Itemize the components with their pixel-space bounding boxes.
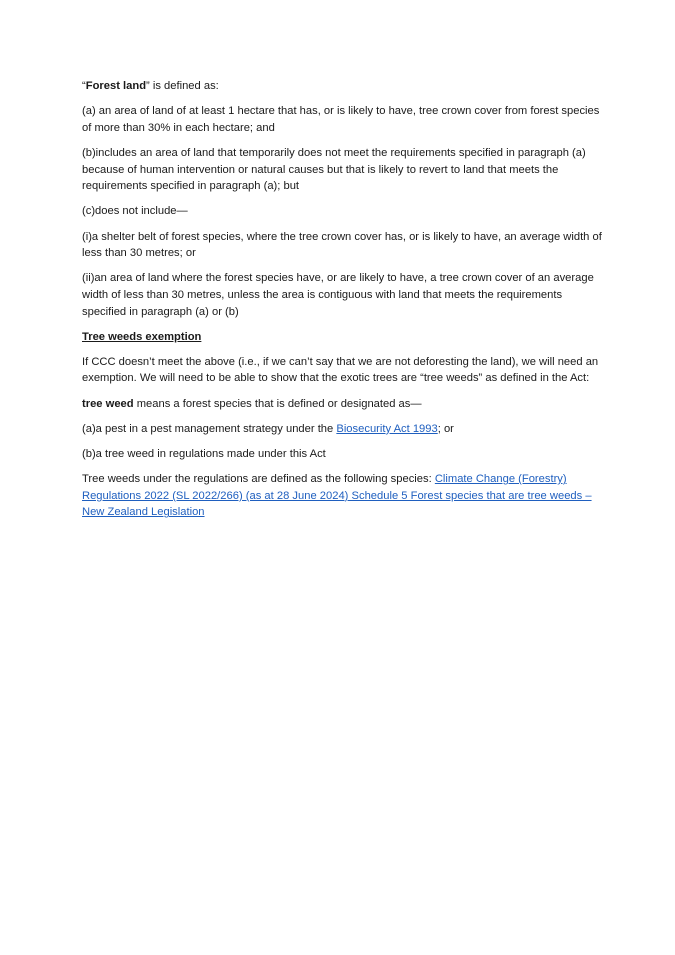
definition-item-b: (b)includes an area of land that temporarily does not meet the requirements specified in paragraph (a) because of human intervention or natural causes but that is likely to revert to land that meets the requirements specified in paragraph (a); but — [82, 146, 586, 193]
tree-weed-term: tree weed — [82, 397, 134, 410]
open-quote: “ — [82, 80, 86, 92]
tree-weed-item-b: (b)a tree weed in regulations made under this Act — [82, 448, 326, 461]
tree-weed-definition — [82, 396, 602, 413]
document-page — [82, 78, 602, 530]
tree-weed-item-a — [82, 421, 602, 438]
regulations-paragraph — [82, 471, 602, 521]
climate-change-regulations-link[interactable]: Climate Change (Forestry) Regulations 2022 (SL 2022/266) (as at 28 June 2024) Schedule 5 Forest species that are tree weeds – New Zealand Legislation — [82, 473, 592, 519]
regulations-text: Tree weeds under the regulations are defined as the following species: — [82, 473, 435, 486]
definition-item-c-ii: (ii)an area of land where the forest species have, or are likely to have, a tree crown cover of an average width of less than 30 metres, unless the area is contiguous with land that meets the requirements specified in paragraph (a) or (b) — [82, 272, 594, 318]
tree-weeds-exemption-heading: Tree weeds exemption — [82, 330, 202, 343]
definition-item-c-i: (i)a shelter belt of forest species, where the tree crown cover has, or is likely to have, an average width of less than 30 metres; or — [82, 230, 602, 260]
definition-item-a: (a) an area of land of at least 1 hectare that has, or is likely to have, tree crown cover from forest species of more than 30% in each hectare; and — [82, 105, 600, 134]
tree-weed-item-a-text: (a)a pest in a pest management strategy under the — [82, 422, 337, 435]
defined-as-text: ” is defined as: — [146, 80, 219, 92]
definition-item-c: (c)does not include— — [82, 205, 188, 218]
forest-land-term: Forest land — [85, 80, 147, 92]
tree-weed-definition-text: means a forest species that is defined or designated as— — [133, 397, 422, 410]
exemption-intro: If CCC doesn’t meet the above (i.e., if we can’t say that we are not deforesting the land), we will need an exemption. We will need to be able to show that the exotic trees are “tree weeds” as defined in the Act: — [82, 355, 599, 385]
tree-weed-item-a-end: ; or — [437, 422, 454, 435]
biosecurity-act-link[interactable]: Biosecurity Act 1993 — [336, 422, 438, 435]
forest-land-heading — [82, 78, 602, 95]
